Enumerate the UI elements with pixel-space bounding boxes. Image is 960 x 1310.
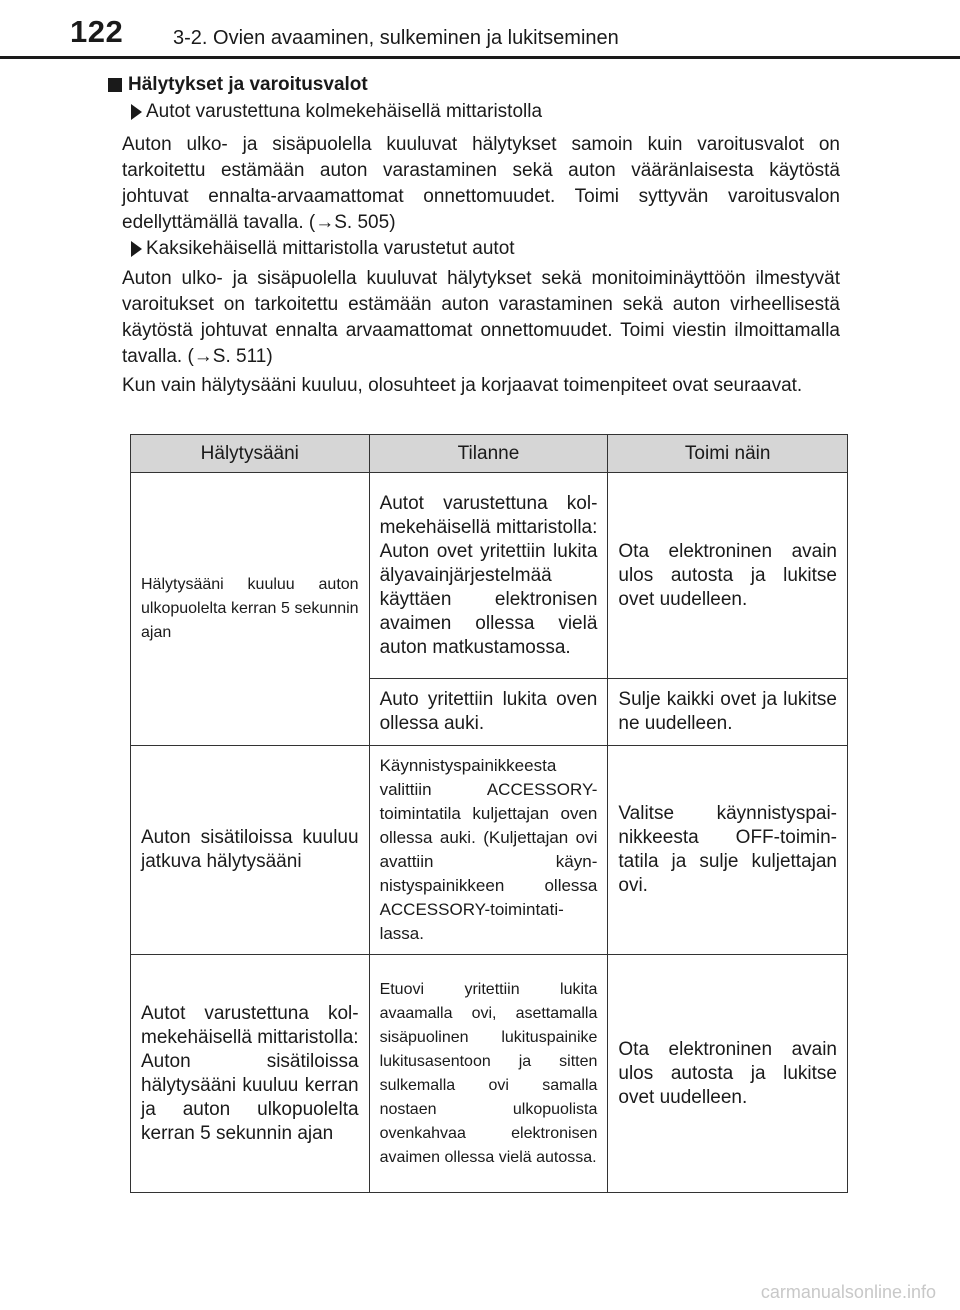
paragraph-1: Auton ulko- ja sisäpuolella kuuluvat hälytykset samoin kuin varoitusvalot on tarkoitettu estämään auton varastaminen sekä auton vääränlaisesta käytöstä johtuvat ennalta-arvaamattomat onnettomuudet. Toimi syttyvän varoitusvalon edellyttämällä tavalla. (→S. 505) — [122, 134, 840, 233]
action-cell: Sulje kaikki ovet ja lukitse ne uudelleen. — [608, 679, 848, 746]
situation-cell: Käynnistyspainikkeesta valittiin ACCESSORY-toimintatila kuljettajan oven ollessa auki. (Kuljettajan ovi avattiin käynnistyspainikkeen ollessa ACCESSORY-toimintatilassa. — [369, 746, 608, 955]
watermark: carmanualsonline.info — [760, 1282, 936, 1302]
table-header-row — [131, 435, 848, 473]
header-alarm: Hälytysääni — [131, 435, 370, 473]
alarm-cell: Hälytysääni kuuluu auton ulkopuolelta kerran 5 sekunnin ajan — [131, 473, 370, 746]
situation-cell: Autot varustettuna kolmekehäisellä mittaristolla: Auton ovet yritettiin lukita älyavainjärjestelmää käyttäen elektronisen avaimen ollessa vielä auton matkustamossa. — [369, 473, 608, 679]
table-row — [131, 473, 848, 679]
chapter-title: 3-2. Ovien avaaminen, sulkeminen ja lukitseminen — [173, 27, 619, 49]
section-heading-text: Hälytykset ja varoitusvalot — [128, 74, 368, 95]
header-divider — [0, 56, 960, 59]
table-row — [131, 746, 848, 955]
triangle-bullet-icon — [131, 104, 142, 120]
alarm-cell: Autot varustettuna kolmekehäisellä mittaristolla: Auton sisätiloissa hälytysääni kuuluu kerran ja auton ulkopuolelta kerran 5 sekunnin ajan — [131, 955, 370, 1193]
action-cell: Ota elektroninen avain ulos autosta ja lukitse ovet uudelleen. — [608, 955, 848, 1193]
page-header — [0, 0, 960, 62]
sub-heading-1 — [131, 101, 542, 123]
page-number: 122 — [70, 14, 124, 49]
alarm-cell: Auton sisätiloissa kuuluu jatkuva hälytysääni — [131, 746, 370, 955]
header-action: Toimi näin — [608, 435, 848, 473]
sub-heading-2-text: Kaksikehäisellä mittaristolla varustetut autot — [146, 238, 515, 259]
header-situation: Tilanne — [369, 435, 608, 473]
section-heading — [108, 74, 368, 96]
sub-heading-1-text: Autot varustettuna kolmekehäisellä mittaristolla — [146, 101, 543, 122]
paragraph-intro: Kun vain hälytysääni kuuluu, olosuhteet ja korjaavat toimenpiteet ovat seuraavat. — [122, 375, 803, 396]
table-row — [131, 955, 848, 1193]
situation-cell: Etuovi yritettiin lukita avaamalla ovi, asettamalla sisäpuolinen lukituspainike lukitusasentoon ja sitten sulkemalla ovi samalla nostaen ulkopuolista ovenkahvaa elektronisen avaimen ollessa vielä autossa. — [369, 955, 608, 1193]
square-bullet-icon — [108, 78, 122, 92]
sub-heading-2 — [131, 238, 515, 260]
situation-cell: Auto yritettiin lukita oven ollessa auki. — [369, 679, 608, 746]
triangle-bullet-icon — [131, 241, 142, 257]
action-cell: Valitse käynnistyspainikkeesta OFF-toimintatila ja sulje kuljettajan ovi. — [608, 746, 848, 955]
action-cell: Ota elektroninen avain ulos autosta ja lukitse ovet uudelleen. — [608, 473, 848, 679]
alerts-table — [130, 434, 848, 1193]
paragraph-2: Auton ulko- ja sisäpuolella kuuluvat hälytykset sekä monitoiminäyttöön ilmestyvät varoitukset on tarkoitettu estämään auton varastaminen sekä auton virheellisestä käytöstä johtuvat ennalta arvaamattomat onnettomuudet. Toimi viestin ilmoittamalla tavalla. (→S. 511) — [122, 268, 840, 367]
